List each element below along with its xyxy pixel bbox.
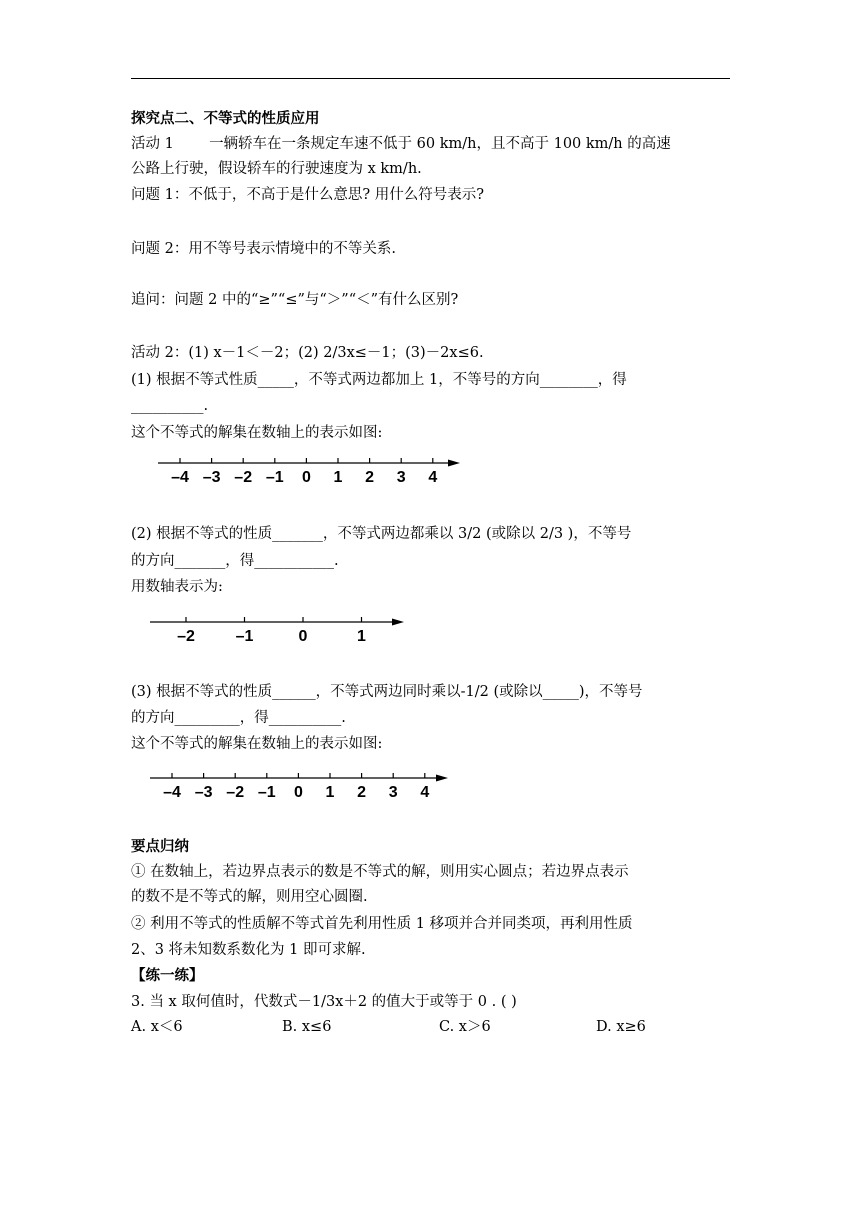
summary-title: 要点归纳 [131,839,189,855]
tick-label: –4 [171,469,189,486]
part2-line1: (2) 根据不等式的性质_______，不等式两边都乘以 3/2 (或除以 2/3 )，不等号 [131,526,632,542]
tick-label: 3 [388,784,398,801]
part2-line3: 用数轴表示为: [131,579,223,595]
tick-label: 4 [420,784,430,801]
choice-a[interactable]: A. x＜6 [131,1019,183,1035]
tick-label: –2 [177,628,195,645]
activity1-line1 [131,134,731,154]
tick-label: –2 [226,784,245,801]
axis-arrow [436,775,448,782]
axis-arrow [448,460,460,467]
choice-b[interactable]: B. x≤6 [282,1019,332,1035]
follow-up-question: 追问：问题 2 中的“≥”“≤”与“＞”“＜”有什么区别? [131,292,459,308]
section-title: 探究点二、不等式的性质应用 [131,111,320,127]
tick-label: –4 [163,784,181,801]
part3-line1: (3) 根据不等式的性质______，不等式两边同时乘以-1/2 (或除以_____)，不等号 [131,684,643,700]
tick-label: –3 [202,469,221,486]
activity1-label: 活动 1 [131,136,174,152]
tick-label: 1 [333,469,343,486]
axis-arrow [392,619,404,626]
activity1-line2: 公路上行驶，假设轿车的行驶速度为 x km/h. [131,161,422,177]
part1-line3: 这个不等式的解集在数轴上的表示如图: [131,425,383,441]
tick-label: 3 [396,469,406,486]
tick-label: 2 [357,784,367,801]
tick-label: –1 [265,469,284,486]
part3-line3: 这个不等式的解集在数轴上的表示如图: [131,736,383,752]
practice-question: 3. 当 x 取何值时，代数式－1/3x＋2 的值大于或等于 0 . ( ) [131,994,517,1010]
tick-label: 1 [325,784,335,801]
number-line-1 [150,450,470,490]
summary-point1-line2: 的数不是不等式的解，则用空心圆圈. [131,889,368,905]
header-rule [131,78,730,79]
summary-point2-line1: ② 利用不等式的性质解不等式首先利用性质 1 移项并合并同类项，再利用性质 [131,916,633,932]
activity2-line: 活动 2：(1) x－1＜－2；(2) 2/3x≤－1；(3)－2x≤6. [131,345,484,361]
part1-line1: (1) 根据不等式性质_____，不等式两边都加上 1，不等号的方向________，得 [131,372,627,388]
tick-label: 1 [357,628,366,645]
tick-label: 0 [301,469,311,486]
tick-label: –1 [257,784,276,801]
part3-line2: 的方向_________，得__________. [131,710,346,726]
question-2: 问题 2：用不等号表示情境中的不等关系. [131,241,396,257]
number-line-2 [148,612,418,652]
tick-label: –2 [234,469,253,486]
summary-point2-line2: 2、3 将未知数系数化为 1 即可求解. [131,942,366,958]
answer-choices [131,1017,731,1037]
tick-label: 0 [298,628,308,645]
activity1-text: 一辆轿车在一条规定车速不低于 60 km/h，且不高于 100 km/h 的高速 [209,136,671,152]
number-line-3 [148,768,458,808]
tick-label: 2 [365,469,375,486]
part2-line2: 的方向_______，得___________. [131,553,339,569]
part1-line2: __________. [131,398,209,414]
question-1: 问题 1：不低于，不高于是什么意思? 用什么符号表示? [131,187,484,203]
practice-title: 【练一练】 [131,968,204,984]
tick-label: –1 [235,628,254,645]
summary-point1-line1: ① 在数轴上，若边界点表示的数是不等式的解，则用实心圆点；若边界点表示 [131,864,629,880]
tick-label: 4 [428,469,438,486]
choice-c[interactable]: C. x＞6 [439,1019,491,1035]
tick-label: –3 [194,784,213,801]
tick-label: 0 [293,784,303,801]
choice-d[interactable]: D. x≥6 [596,1019,646,1035]
